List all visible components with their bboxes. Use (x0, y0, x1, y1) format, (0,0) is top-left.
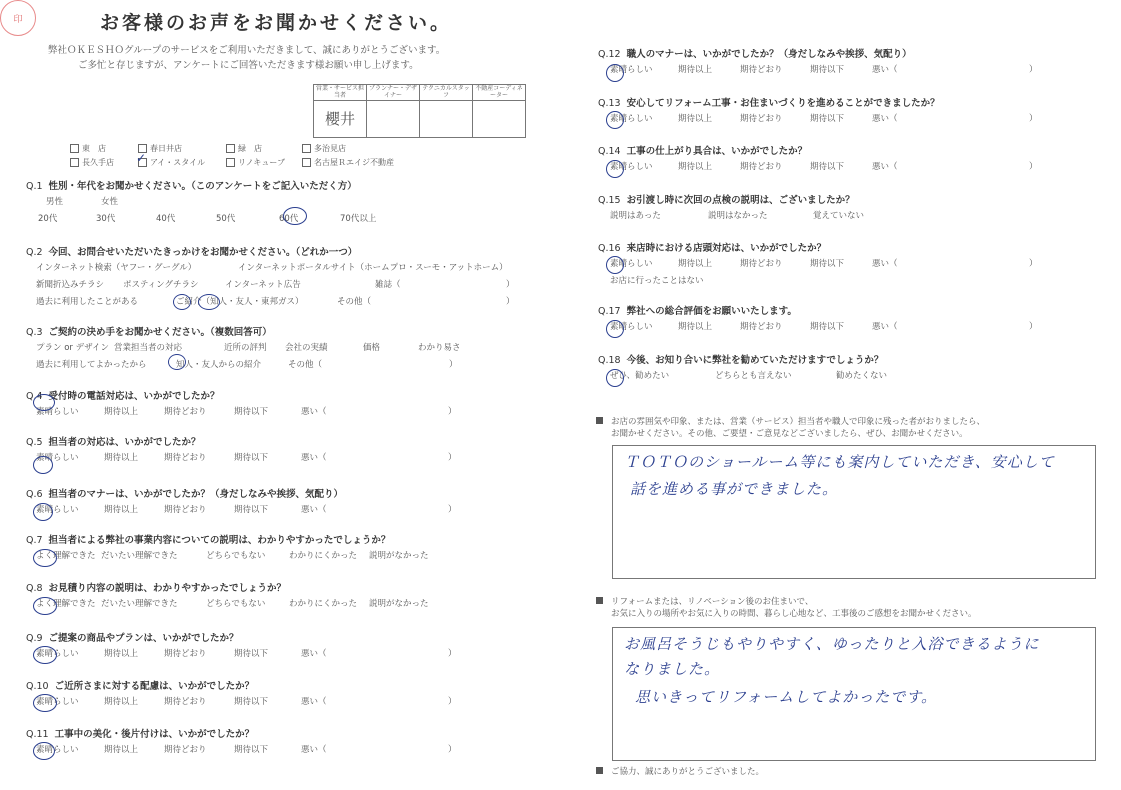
store-label: 名古屋Ｒエイジ不動産 (314, 157, 394, 167)
question-heading (26, 630, 546, 644)
option-label[interactable]: 期待以上 (104, 649, 139, 659)
option-label[interactable]: 悪い（ (872, 114, 898, 124)
question-q3 (26, 324, 546, 372)
question-text: 担当者のマナーは、いかがでしたか？（身だしなみや挨拶、気配り） (48, 489, 344, 500)
handwritten-answer: 思いきってリフォームしてよかったです。 (635, 688, 938, 706)
thanks-message: ご協力、誠にありがとうございました。 (596, 765, 764, 777)
question-heading (26, 244, 546, 258)
option-label[interactable]: 期待以上 (104, 697, 139, 707)
option-label: ） (448, 745, 457, 755)
question-heading (598, 303, 1118, 317)
question-text: 来店時における店頭対応は、いかがでしたか？ (626, 243, 827, 254)
option-label[interactable]: 期待どおり (740, 259, 783, 269)
question-heading (26, 678, 546, 692)
question-heading (26, 726, 546, 740)
question-q13 (598, 95, 1118, 126)
option-label: ） (506, 297, 515, 307)
option-label[interactable]: 期待どおり (740, 114, 783, 124)
question-text: 担当者の対応は、いかがでしたか？ (48, 437, 201, 448)
option-row (26, 355, 546, 372)
answer-circle-mark (606, 160, 624, 178)
question-q14 (598, 143, 1118, 174)
option-row (598, 317, 1118, 334)
option-row (26, 500, 546, 517)
question-heading (598, 95, 1118, 109)
question-text: 安心してリフォーム工事・お住まいづくりを進めることができましたか？ (626, 98, 940, 109)
option-label[interactable]: 期待以下 (810, 322, 845, 332)
option-label[interactable]: 期待以下 (234, 697, 269, 707)
question-text: お引渡し時に次回の点検の説明は、ございましたか？ (626, 195, 855, 206)
option-label[interactable]: わかり易さ (418, 343, 461, 353)
option-label: ） (506, 280, 515, 290)
option-row (598, 366, 1118, 383)
question-number: Q.7 (26, 535, 43, 546)
option-label[interactable]: 期待以上 (678, 322, 713, 332)
option-label[interactable]: 期待以上 (104, 505, 139, 515)
option-label[interactable]: 価格 (363, 343, 381, 353)
comment-prompt: リフォームまたは、リノベーション後のお住まいで、 (611, 597, 814, 607)
question-text: ご近所さまに対する配慮は、いかがでしたか？ (54, 681, 255, 692)
answer-circle-mark (168, 354, 186, 370)
option-label[interactable]: 期待以上 (104, 745, 139, 755)
question-number: Q.10 (26, 681, 49, 692)
option-label[interactable]: どちらとも言えない (715, 371, 792, 381)
answer-circle-mark (606, 256, 624, 274)
option-label: ） (1029, 65, 1038, 75)
answer-circle-mark (33, 597, 57, 615)
option-label[interactable]: 素晴らしい (36, 505, 79, 515)
option-label[interactable]: 素晴らしい (36, 407, 79, 417)
option-row (26, 275, 546, 292)
option-label[interactable]: 70代以上 (340, 214, 377, 224)
option-label[interactable]: 素晴らしい (610, 65, 653, 75)
option-label[interactable]: 過去に利用したことがある (36, 297, 139, 307)
answer-circle-mark (33, 503, 53, 521)
question-text: 今回、お問合せいただいたきっかけをお聞かせください。（どれか一つ） (48, 247, 358, 258)
square-bullet-icon (596, 597, 603, 604)
option-row (26, 402, 546, 419)
question-q18 (598, 352, 1118, 383)
option-label[interactable]: 期待以下 (810, 259, 845, 269)
checkbox[interactable] (302, 158, 311, 167)
option-label[interactable]: 期待以上 (678, 259, 713, 269)
question-q9 (26, 630, 546, 661)
option-label[interactable]: どちらでもない (206, 599, 266, 609)
option-label[interactable]: ご紹介（知人・友人・東邦ガス） (176, 297, 304, 307)
option-label[interactable]: 期待以下 (810, 65, 845, 75)
answer-circle-mark (33, 456, 53, 474)
answer-circle-mark (283, 207, 307, 225)
option-label[interactable]: 期待どおり (164, 745, 207, 755)
option-label[interactable]: インターネット広告 (225, 280, 301, 290)
option-label[interactable]: 30代 (96, 214, 116, 224)
option-row (26, 692, 546, 709)
question-heading (598, 46, 1118, 60)
option-label[interactable]: 悪い（ (872, 162, 898, 172)
option-row (26, 338, 546, 355)
checkbox[interactable] (302, 144, 311, 153)
option-label[interactable]: 女性 (101, 197, 119, 207)
answer-circle-mark (606, 320, 624, 338)
question-heading (26, 434, 546, 448)
option-label[interactable]: 60代 (279, 214, 299, 224)
option-row (26, 192, 546, 209)
question-number: Q.14 (598, 146, 621, 157)
answer-circle-mark (33, 646, 57, 664)
option-label[interactable]: 素晴らしい (610, 322, 653, 332)
question-heading (26, 532, 546, 546)
option-label[interactable]: 過去に利用してよかったから (36, 360, 147, 370)
option-label[interactable]: 覚えていない (813, 211, 865, 221)
option-label[interactable]: 期待以下 (234, 407, 269, 417)
answer-circle-mark (33, 549, 57, 567)
question-number: Q.13 (598, 98, 621, 109)
option-label[interactable]: インターネットポータルサイト（ホームプロ・スーモ・アットホーム） (238, 263, 508, 273)
question-text: お見積り内容の説明は、わかりやすかったでしょうか？ (48, 583, 287, 594)
answer-circle-mark (606, 111, 624, 129)
question-text: 工事の仕上がり具合は、いかがでしたか？ (626, 146, 808, 157)
staff-header: 不動産コーディネーター (473, 85, 526, 101)
option-label[interactable]: お店に行ったことはない (610, 276, 704, 286)
option-label: ） (1029, 259, 1038, 269)
option-label[interactable]: 勧めたくない (836, 371, 888, 381)
question-q2 (26, 244, 546, 309)
handwritten-answer: ＴＯＴＯのショールーム等にも案内していただき、安心して (624, 453, 1055, 471)
option-label[interactable]: 素晴らしい (36, 745, 79, 755)
option-label: ） (448, 407, 457, 417)
option-label[interactable]: 期待以下 (810, 162, 845, 172)
option-label[interactable]: だいたい理解できた (101, 599, 178, 609)
option-row (26, 546, 546, 563)
staff-header: テクニカルスタッフ (420, 85, 473, 101)
question-number: Q.15 (598, 195, 621, 206)
option-label[interactable]: 40代 (156, 214, 176, 224)
option-label[interactable]: 期待どおり (740, 65, 783, 75)
option-label[interactable]: 素晴らしい (36, 649, 79, 659)
staff-header: 営業・サービス担当者 (314, 85, 367, 101)
option-label[interactable]: 悪い（ (301, 407, 327, 417)
option-label[interactable]: 説明はあった (610, 211, 661, 221)
question-number: Q.16 (598, 243, 621, 254)
option-label[interactable]: 期待どおり (164, 505, 207, 515)
option-label: ） (448, 649, 457, 659)
question-number: Q.4 (26, 391, 43, 402)
option-label: ） (1029, 322, 1038, 332)
option-row (26, 740, 546, 757)
option-label[interactable]: 新聞折込みチラシ (36, 280, 105, 290)
checkbox[interactable] (226, 158, 235, 167)
option-label[interactable]: 期待以下 (234, 505, 269, 515)
option-label: ） (1029, 162, 1038, 172)
option-label[interactable]: よく理解できた (36, 551, 96, 561)
option-row (598, 271, 1118, 288)
question-text: ご提案の商品やプランは、いかがでしたか？ (48, 633, 239, 644)
store-checklist (70, 141, 394, 169)
option-label: ） (448, 453, 457, 463)
question-text: 今後、お知り合いに弊社を勧めていただけますでしょうか？ (626, 355, 884, 366)
staff-signature: 櫻井 (324, 109, 355, 128)
option-label[interactable]: 素晴らしい (610, 114, 653, 124)
answer-circle-mark (33, 394, 55, 411)
option-label: ） (1029, 114, 1038, 124)
option-label[interactable]: 50代 (216, 214, 236, 224)
question-heading (598, 143, 1118, 157)
option-label[interactable]: 期待どおり (164, 649, 207, 659)
option-label[interactable]: その他（ (288, 360, 323, 370)
option-row (598, 60, 1118, 77)
question-number: Q.12 (598, 49, 621, 60)
store-label: 緑 店 (238, 143, 262, 153)
option-row (598, 254, 1118, 271)
option-label[interactable]: 期待どおり (164, 453, 207, 463)
question-number: Q.6 (26, 489, 43, 500)
question-text: 担当者による弊社の事業内容についての説明は、わかりやすかったでしょうか？ (48, 535, 391, 546)
question-q5 (26, 434, 546, 465)
option-row (598, 109, 1118, 126)
answer-circle-mark (198, 294, 220, 310)
checkbox[interactable] (70, 158, 79, 167)
question-text: 性別・年代をお聞かせください。（このアンケートをご記入いただく方） (48, 181, 357, 192)
option-label[interactable]: 悪い（ (872, 322, 898, 332)
checkmark-icon: ✓ (136, 151, 147, 165)
option-label[interactable]: 期待以上 (678, 114, 713, 124)
comment-section-2 (596, 596, 977, 621)
option-label[interactable]: その他（ (337, 297, 372, 307)
question-text: 職人のマナーは、いかがでしたか？（身だしなみや挨拶、気配り） (626, 49, 912, 60)
page-title: お客様のお声をお聞かせください。 (100, 12, 453, 34)
option-row (26, 594, 546, 611)
question-q12 (598, 46, 1118, 77)
option-label[interactable]: 素晴らしい (36, 453, 79, 463)
option-label[interactable]: 雑誌（ (375, 280, 401, 290)
handwritten-answer: お風呂そうじもやりやすく、ゆったりと入浴できるように (624, 635, 1040, 653)
question-heading (26, 388, 546, 402)
store-label: 多治見店 (314, 143, 346, 153)
answer-circle-mark (606, 64, 624, 82)
option-label[interactable]: 近所の評判 (224, 343, 267, 353)
option-label[interactable]: 説明はなかった (708, 211, 768, 221)
option-label[interactable]: 悪い（ (301, 649, 327, 659)
staff-header: プランナー・デザイナー (367, 85, 420, 101)
option-label[interactable]: 悪い（ (301, 697, 327, 707)
question-heading (598, 192, 1118, 206)
option-label[interactable]: 期待どおり (740, 162, 783, 172)
question-heading (26, 580, 546, 594)
option-label[interactable]: 期待以上 (104, 453, 139, 463)
option-label[interactable]: 期待以上 (678, 162, 713, 172)
question-heading (598, 240, 1118, 254)
option-label[interactable]: プラン or デザイン (36, 343, 110, 353)
option-label[interactable]: わかりにくかった (289, 551, 358, 561)
option-row (26, 448, 546, 465)
option-label[interactable]: 営業担当者の対応 (114, 343, 183, 353)
handwritten-answer: なりました。 (624, 660, 721, 678)
option-label[interactable]: わかりにくかった (289, 599, 358, 609)
question-heading (26, 486, 546, 500)
store-label: 東 店 (82, 143, 106, 153)
option-label[interactable]: 期待どおり (164, 407, 207, 417)
option-label: ） (448, 697, 457, 707)
store-label: リノキューブ (238, 157, 285, 167)
option-row (598, 206, 1118, 223)
comment-prompt: お気に入りの場所やお気に入りの時間、暮らし心地など、工事後のご感想をお聞かせください。 (611, 609, 977, 620)
stamp-seal-icon: 印 (0, 0, 36, 36)
store-label: 長久手店 (82, 157, 114, 167)
answer-circle-mark (606, 369, 624, 387)
question-heading (598, 352, 1118, 366)
question-number: Q.2 (26, 247, 43, 258)
question-text: 受付時の電話対応は、いかがでしたか？ (48, 391, 220, 402)
question-number: Q.11 (26, 729, 49, 740)
comment-prompt: お聞かせください。その他、ご要望・ご意見などございましたら、ぜひ、お聞かせください。 (611, 429, 968, 440)
option-label[interactable]: 期待以下 (234, 745, 269, 755)
option-label[interactable]: ぜひ、勧めたい (610, 371, 670, 381)
option-label[interactable]: 会社の実績 (285, 343, 328, 353)
question-heading (26, 178, 546, 192)
question-q16 (598, 240, 1118, 288)
option-row (26, 644, 546, 661)
question-number: Q.18 (598, 355, 621, 366)
option-label[interactable]: 期待以下 (810, 114, 845, 124)
option-label[interactable]: 説明がなかった (369, 599, 429, 609)
question-q10 (26, 678, 546, 709)
option-label[interactable]: よく理解できた (36, 599, 96, 609)
question-number: Q.5 (26, 437, 43, 448)
answer-circle-mark (173, 294, 191, 310)
question-heading (26, 324, 546, 338)
question-number: Q.8 (26, 583, 43, 594)
option-label[interactable]: 素晴らしい (610, 162, 653, 172)
store-label: アイ・スタイル (150, 157, 206, 167)
question-q11 (26, 726, 546, 757)
option-label[interactable]: 素晴らしい (36, 697, 79, 707)
option-label[interactable]: 期待どおり (164, 697, 207, 707)
option-label[interactable]: 悪い（ (301, 745, 327, 755)
comment-prompt: お店の雰囲気や印象、または、営業（サービス）担当者や職人で印象に残った者がおりましたら、 (611, 417, 986, 427)
question-number: Q.1 (26, 181, 43, 192)
option-row (26, 258, 546, 275)
option-label: ） (448, 505, 457, 515)
option-label[interactable]: 20代 (38, 214, 58, 224)
question-q4 (26, 388, 546, 419)
option-label[interactable]: インターネット検索（ヤフー・グーグル） (36, 263, 197, 273)
option-row (26, 292, 546, 309)
option-label[interactable]: 悪い（ (872, 65, 898, 75)
option-label: ） (449, 360, 458, 370)
option-label[interactable]: 期待以上 (104, 407, 139, 417)
answer-circle-mark (33, 694, 57, 712)
question-number: Q.3 (26, 327, 43, 338)
intro-line-2: ご多忙と存じますが、アンケートにご回答いただきます様お願い申し上げます。 (78, 60, 419, 71)
question-q8 (26, 580, 546, 611)
option-label[interactable]: 知人・友人からの紹介 (176, 360, 262, 370)
staff-table (313, 84, 526, 138)
intro-line-1: 弊社ＯＫＥＳＨＯグループのサービスをご利用いただきまして、誠にありがとうございます。 (48, 45, 446, 56)
store-label: 春日井店 (150, 143, 182, 153)
question-q17 (598, 303, 1118, 334)
question-q7 (26, 532, 546, 563)
option-label[interactable]: 素晴らしい (610, 259, 653, 269)
option-label[interactable]: どちらでもない (206, 551, 266, 561)
option-label[interactable]: 悪い（ (301, 453, 327, 463)
option-label[interactable]: 期待以下 (234, 453, 269, 463)
option-label[interactable]: 説明がなかった (369, 551, 429, 561)
option-label[interactable]: だいたい理解できた (101, 551, 178, 561)
question-text: 工事中の美化・後片付けは、いかがでしたか？ (54, 729, 255, 740)
option-label[interactable]: 期待どおり (740, 322, 783, 332)
question-q15 (598, 192, 1118, 223)
question-text: 弊社への総合評価をお願いいたします。 (626, 306, 797, 317)
handwritten-answer: 話を進める事ができました。 (630, 480, 839, 498)
checkbox[interactable] (226, 144, 235, 153)
question-number: Q.9 (26, 633, 43, 644)
checkbox[interactable] (70, 144, 79, 153)
option-label[interactable]: 男性 (46, 197, 64, 207)
option-label[interactable]: 期待以下 (234, 649, 269, 659)
option-label[interactable]: ポスティングチラシ (123, 280, 199, 290)
option-label[interactable]: 悪い（ (872, 259, 898, 269)
option-label[interactable]: 期待以上 (678, 65, 713, 75)
option-row (598, 157, 1118, 174)
question-text: ご契約の決め手をお聞かせください。（複数回答可） (48, 327, 272, 338)
question-q6 (26, 486, 546, 517)
option-label[interactable]: 悪い（ (301, 505, 327, 515)
answer-circle-mark (33, 742, 55, 760)
comment-section-1 (596, 416, 985, 441)
square-bullet-icon (596, 417, 603, 424)
question-number: Q.17 (598, 306, 621, 317)
